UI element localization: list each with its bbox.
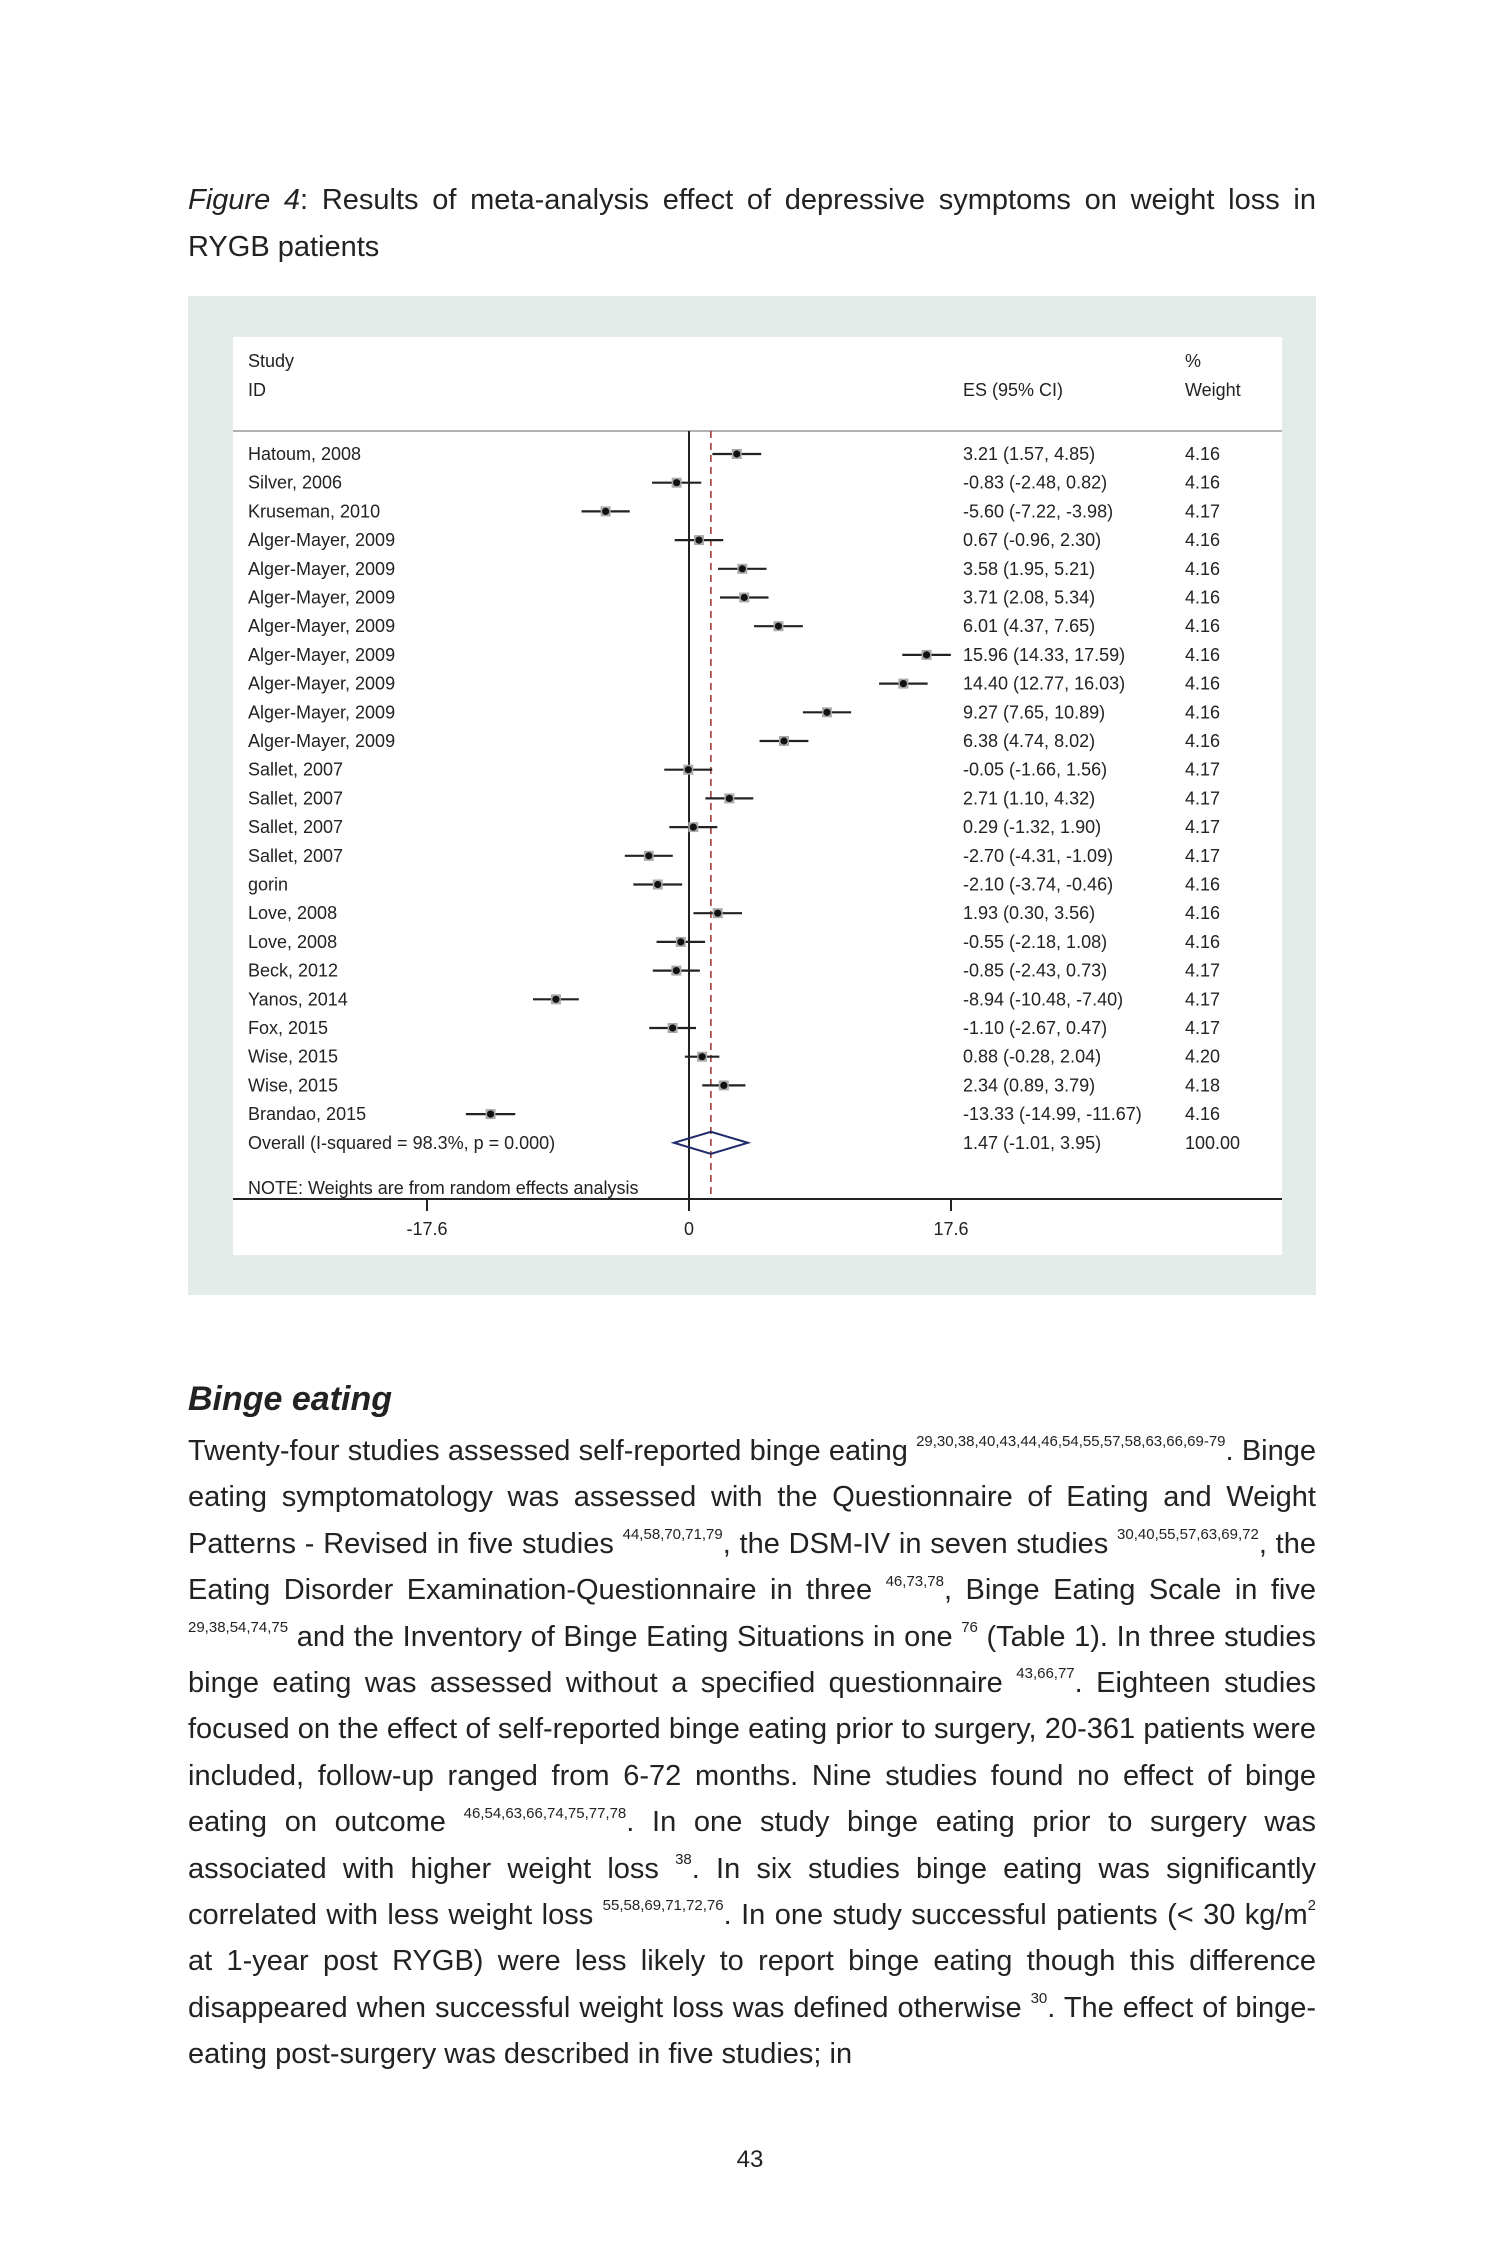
weight-label: 4.17 xyxy=(1185,501,1221,522)
study-id: Sallet, 2007 xyxy=(248,759,344,780)
x-tick-label: 17.6 xyxy=(933,1219,969,1239)
figure-panel xyxy=(188,296,1316,1295)
weight-label: 4.16 xyxy=(1185,530,1221,551)
overall-row xyxy=(248,1132,1240,1154)
weight-label: 4.16 xyxy=(1185,673,1221,694)
point-estimate xyxy=(923,651,930,658)
point-estimate xyxy=(726,795,733,802)
study-row xyxy=(248,444,1220,464)
es-label: -0.55 (-2.18, 1.08) xyxy=(963,931,1108,952)
forest-plot xyxy=(233,337,1282,1255)
point-estimate xyxy=(739,565,746,572)
study-id: Alger-Mayer, 2009 xyxy=(248,587,396,608)
study-row xyxy=(248,903,1220,923)
citation: 30,40,55,57,63,69,72 xyxy=(1117,1526,1259,1544)
study-id: Alger-Mayer, 2009 xyxy=(248,702,396,723)
weight-label: 4.18 xyxy=(1185,1075,1221,1096)
text-run: , the Eating Disorder Examination-Questionnaire in three xyxy=(188,1527,1316,1607)
weight-label: 4.17 xyxy=(1185,845,1221,866)
overall-es-label: 1.47 (-1.01, 3.95) xyxy=(963,1132,1102,1153)
weight-label: 4.20 xyxy=(1185,1046,1221,1067)
study-id: Kruseman, 2010 xyxy=(248,501,381,522)
text-run: . Eighteen studies focused on the effect of self-reported binge eating prior to surgery, 20-361 patients were included, follow-up ranged from 6-72 months. Nine studies found no effect of binge eating on outcome xyxy=(188,1667,1316,1839)
study-row xyxy=(248,788,1220,808)
study-row xyxy=(248,501,1220,521)
point-estimate xyxy=(673,967,680,974)
text-run: . In one study successful patients (< 30 kg/m xyxy=(723,1899,1308,1932)
x-tick-label: -17.6 xyxy=(406,1219,448,1239)
study-row xyxy=(248,961,1220,981)
es-label: 0.29 (-1.32, 1.90) xyxy=(963,817,1102,838)
weight-label: 4.16 xyxy=(1185,558,1221,579)
body-paragraph xyxy=(188,1428,1316,2078)
study-row xyxy=(248,559,1220,579)
study-id: Alger-Mayer, 2009 xyxy=(248,530,396,551)
x-tick-label: 0 xyxy=(683,1219,695,1239)
study-id: Love, 2008 xyxy=(248,903,338,924)
study-row xyxy=(248,817,1220,837)
study-rows xyxy=(248,431,1240,1199)
citation: 46,73,78 xyxy=(885,1572,944,1590)
weight-label: 4.16 xyxy=(1185,903,1221,924)
weight-label: 4.16 xyxy=(1185,644,1221,665)
study-id: Fox, 2015 xyxy=(248,1018,329,1038)
es-label: -2.10 (-3.74, -0.46) xyxy=(963,874,1114,895)
header-id: ID xyxy=(248,380,266,400)
citation: 76 xyxy=(961,1618,978,1636)
study-id: Wise, 2015 xyxy=(248,1046,339,1067)
es-label: 14.40 (12.77, 16.03) xyxy=(963,673,1126,694)
text-run: , the DSM-IV in seven studies xyxy=(722,1527,1118,1560)
es-label: 15.96 (14.33, 17.59) xyxy=(963,644,1126,665)
study-row xyxy=(248,588,1220,608)
es-label: 3.21 (1.57, 4.85) xyxy=(963,444,1096,464)
text-run: Twenty-four studies assessed self-reported binge eating xyxy=(188,1435,917,1467)
es-label: -13.33 (-14.99, -11.67) xyxy=(963,1104,1142,1125)
study-row xyxy=(248,1047,1220,1067)
es-label: 6.38 (4.74, 8.02) xyxy=(963,731,1096,751)
weight-label: 4.16 xyxy=(1185,587,1221,608)
citation: 29,30,38,40,43,44,46,54,55,57,58,63,66,69-79 xyxy=(916,1433,1226,1451)
point-estimate xyxy=(602,508,609,515)
citation: 44,58,70,71,79 xyxy=(622,1526,723,1544)
study-id: Alger-Mayer, 2009 xyxy=(248,731,396,751)
study-id: Silver, 2006 xyxy=(248,472,343,493)
study-id: Alger-Mayer, 2009 xyxy=(248,644,396,665)
es-label: -5.60 (-7.22, -3.98) xyxy=(963,501,1114,522)
study-row xyxy=(248,702,1220,722)
weight-label: 4.17 xyxy=(1185,960,1221,981)
weight-label: 4.16 xyxy=(1185,874,1221,895)
point-estimate xyxy=(733,450,740,457)
text-run: . In six studies binge eating was significantly correlated with less weight loss xyxy=(188,1852,1316,1932)
es-label: 6.01 (4.37, 7.65) xyxy=(963,616,1096,637)
study-row xyxy=(248,1075,1220,1095)
text-run: at 1-year post RYGB) were less likely to report binge eating though this difference disappeared when successful weight loss was defined otherwise xyxy=(188,1945,1316,2024)
es-label: 2.34 (0.89, 3.79) xyxy=(963,1075,1096,1096)
study-id: Love, 2008 xyxy=(248,931,338,952)
study-id: Brandao, 2015 xyxy=(248,1104,367,1125)
weight-label: 4.16 xyxy=(1185,444,1221,464)
es-label: 9.27 (7.65, 10.89) xyxy=(963,702,1106,723)
study-row xyxy=(248,1104,1220,1124)
study-row xyxy=(248,731,1220,751)
point-estimate xyxy=(900,680,907,687)
study-row xyxy=(248,846,1220,866)
point-estimate xyxy=(677,938,684,945)
study-id: Alger-Mayer, 2009 xyxy=(248,616,396,637)
weight-label: 4.17 xyxy=(1185,1018,1221,1038)
es-label: 1.93 (0.30, 3.56) xyxy=(963,903,1096,924)
text-run: . Binge eating symptomatology was assessed with the Questionnaire of Eating and Weight Patterns - Revised in five studies xyxy=(188,1435,1316,1560)
point-estimate xyxy=(654,881,661,888)
text-run: . In one study binge eating prior to surgery was associated with higher weight loss xyxy=(188,1806,1317,1885)
citation: 43,66,77 xyxy=(1016,1665,1075,1683)
text-run: , Binge Eating Scale in five xyxy=(943,1574,1316,1607)
study-id: gorin xyxy=(248,874,289,895)
point-estimate xyxy=(780,737,787,744)
study-id: Sallet, 2007 xyxy=(248,817,344,838)
figure-caption xyxy=(188,177,1316,271)
point-estimate xyxy=(695,537,702,544)
point-estimate xyxy=(685,766,692,773)
point-estimate xyxy=(823,709,830,716)
es-label: 3.71 (2.08, 5.34) xyxy=(963,587,1096,608)
weight-label: 4.17 xyxy=(1185,759,1221,780)
study-row xyxy=(248,674,1220,694)
header-es: ES (95% CI) xyxy=(963,380,1064,400)
study-id: Wise, 2015 xyxy=(248,1075,339,1096)
study-id: Alger-Mayer, 2009 xyxy=(248,673,396,694)
point-estimate xyxy=(673,479,680,486)
header-weight: Weight xyxy=(1185,380,1241,400)
study-row xyxy=(248,1018,1220,1038)
es-label: -0.83 (-2.48, 0.82) xyxy=(963,472,1108,493)
study-id: Alger-Mayer, 2009 xyxy=(248,558,396,579)
es-label: 0.88 (-0.28, 2.04) xyxy=(963,1046,1102,1067)
point-estimate xyxy=(487,1111,494,1118)
study-id: Yanos, 2014 xyxy=(248,989,348,1010)
weight-label: 4.17 xyxy=(1185,788,1221,809)
section-heading: Binge eating xyxy=(188,1380,393,1418)
point-estimate xyxy=(775,623,782,630)
footnote: NOTE: Weights are from random effects analysis xyxy=(248,1178,639,1198)
overall-id: Overall (I-squared = 98.3%, p = 0.000) xyxy=(248,1132,556,1153)
weight-label: 4.16 xyxy=(1185,931,1221,952)
unit-superscript: 2 xyxy=(1307,1897,1316,1915)
study-row xyxy=(248,932,1220,952)
es-label: -8.94 (-10.48, -7.40) xyxy=(963,989,1124,1010)
weight-label: 4.16 xyxy=(1185,472,1221,493)
study-row xyxy=(248,616,1220,636)
weight-label: 4.16 xyxy=(1185,702,1221,723)
study-row xyxy=(248,473,1220,493)
header-pct: % xyxy=(1185,351,1202,371)
weight-label: 4.17 xyxy=(1185,989,1221,1010)
citation: 46,54,63,66,74,75,77,78 xyxy=(463,1804,627,1822)
point-estimate xyxy=(690,824,697,831)
x-axis-ticks xyxy=(406,1199,968,1239)
study-row xyxy=(248,760,1220,780)
citation: 29,38,54,74,75 xyxy=(188,1618,289,1636)
point-estimate xyxy=(645,852,652,859)
study-id: Sallet, 2007 xyxy=(248,788,344,809)
point-estimate xyxy=(552,996,559,1003)
figure-caption-text: : Results of meta-analysis effect of depressive symptoms on weight loss in RYGB patients xyxy=(188,184,1316,263)
point-estimate xyxy=(669,1024,676,1031)
study-row xyxy=(248,645,1220,665)
es-label: 2.71 (1.10, 4.32) xyxy=(963,788,1096,809)
weight-label: 4.17 xyxy=(1185,817,1221,838)
es-label: -0.05 (-1.66, 1.56) xyxy=(963,759,1108,780)
study-row xyxy=(248,530,1220,550)
citation: 38 xyxy=(675,1851,692,1868)
page-number: 43 xyxy=(736,2146,764,2173)
text-run: (Table 1). In three studies binge eating was assessed without a specified questionnaire xyxy=(188,1620,1316,1700)
study-id: Sallet, 2007 xyxy=(248,845,344,866)
forest-plot-box xyxy=(233,337,1282,1255)
es-label: -1.10 (-2.67, 0.47) xyxy=(963,1018,1108,1038)
text-run: and the Inventory of Binge Eating Situations in one xyxy=(288,1620,962,1653)
study-row xyxy=(248,989,1220,1009)
point-estimate xyxy=(741,594,748,601)
es-label: 0.67 (-0.96, 2.30) xyxy=(963,530,1102,551)
point-estimate xyxy=(699,1053,706,1060)
overall-weight-label: 100.00 xyxy=(1185,1132,1241,1153)
weight-label: 4.16 xyxy=(1185,1104,1221,1125)
es-label: -2.70 (-4.31, -1.09) xyxy=(963,845,1114,866)
point-estimate xyxy=(714,910,721,917)
citation: 55,58,69,71,72,76 xyxy=(602,1897,724,1915)
figure-label: Figure 4 xyxy=(188,184,301,216)
study-id: Hatoum, 2008 xyxy=(248,444,362,464)
study-id: Beck, 2012 xyxy=(248,960,339,981)
weight-label: 4.16 xyxy=(1185,731,1221,751)
study-row xyxy=(248,875,1220,895)
point-estimate xyxy=(720,1082,727,1089)
citation: 30 xyxy=(1030,1990,1048,2008)
header-study: Study xyxy=(248,351,295,371)
text-run: . The effect of binge-eating post-surgery was described in five studies; in xyxy=(188,1991,1316,2071)
weight-label: 4.16 xyxy=(1185,616,1221,637)
es-label: 3.58 (1.95, 5.21) xyxy=(963,558,1096,579)
es-label: -0.85 (-2.43, 0.73) xyxy=(963,960,1108,981)
